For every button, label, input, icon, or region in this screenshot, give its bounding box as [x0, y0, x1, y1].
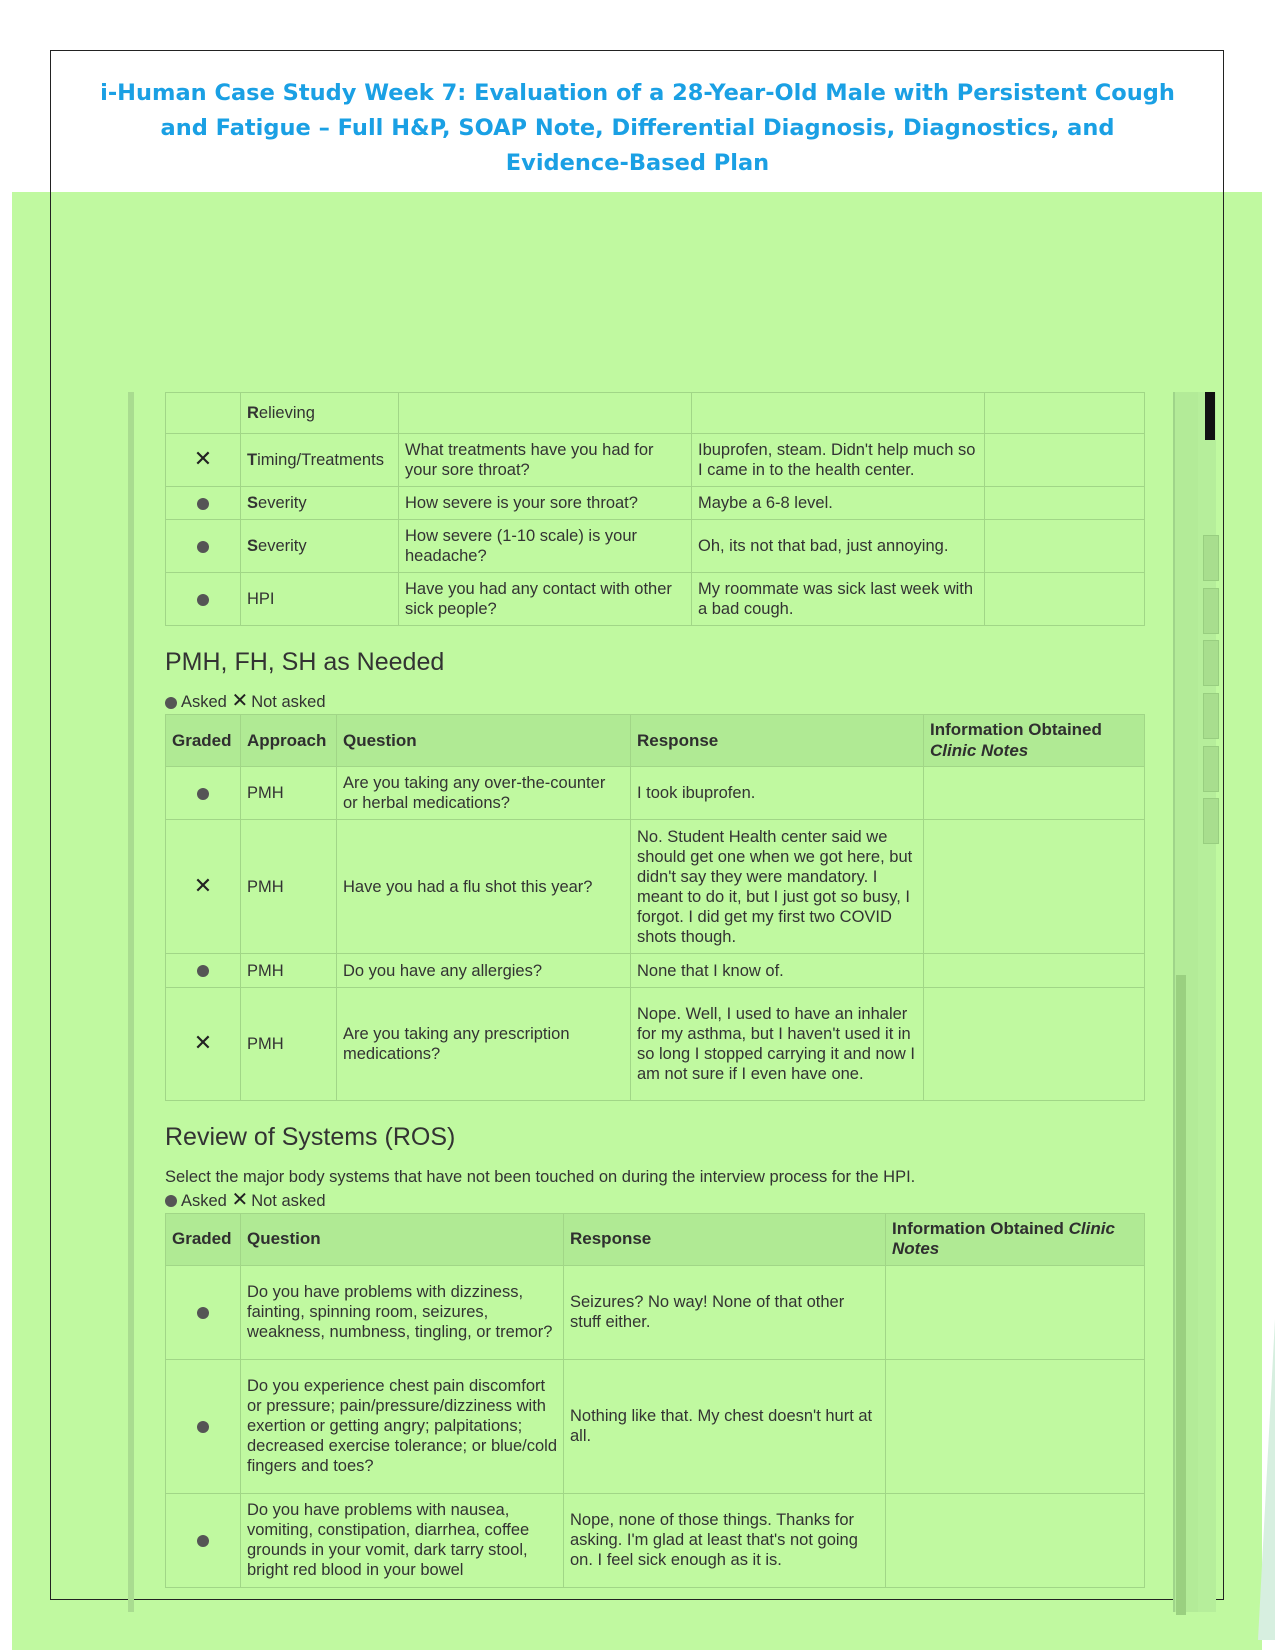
decorative-corner — [1258, 1300, 1275, 1640]
asked-icon — [197, 965, 209, 977]
scroll-marker — [1203, 588, 1219, 634]
response-cell: Nope, none of those things. Thanks for asking. I'm glad at least that's not going on. I feel sick enough as it is. — [564, 1493, 886, 1587]
asked-icon — [165, 1195, 177, 1207]
graded-cell — [166, 954, 241, 987]
ros-legend: Asked ✕ Not asked — [165, 1190, 1145, 1211]
notes-cell[interactable] — [985, 573, 1145, 626]
question-cell: Do you have problems with dizziness, fainting, spinning room, seizures, weakness, numbness, tingling, or tremor? — [241, 1265, 564, 1359]
question-cell: What treatments have you had for your sore throat? — [399, 434, 692, 487]
column-header-graded: Graded — [166, 715, 241, 767]
response-cell: Ibuprofen, steam. Didn't help much so I came in to the health center. — [692, 434, 985, 487]
not-asked-icon: ✕ — [231, 690, 249, 713]
question-cell: Do you have any allergies? — [337, 954, 631, 987]
graded-cell — [166, 573, 241, 626]
column-header-graded: Graded — [166, 1213, 241, 1265]
table-row — [166, 520, 1145, 573]
notes-cell[interactable] — [924, 767, 1145, 820]
scroll-marker — [1203, 640, 1219, 686]
approach-cell: HPI — [241, 573, 399, 626]
ros-heading: Review of Systems (ROS) — [165, 1122, 456, 1151]
notes-cell[interactable] — [924, 820, 1145, 954]
notes-cell[interactable] — [886, 1493, 1145, 1587]
graded-cell — [166, 393, 241, 434]
table-row — [166, 1265, 1145, 1359]
column-header-info: Information Obtained Clinic Notes — [924, 715, 1145, 767]
table-row — [166, 487, 1145, 520]
response-cell: Nothing like that. My chest doesn't hurt at all. — [564, 1359, 886, 1493]
response-cell: I took ibuprofen. — [631, 767, 924, 820]
table-row — [166, 820, 1145, 954]
notes-cell[interactable] — [886, 1359, 1145, 1493]
pmh-table — [165, 714, 1145, 1100]
graded-cell — [166, 987, 241, 1100]
question-cell: Do you have problems with nausea, vomiting, constipation, diarrhea, coffee grounds in your vomit, dark tarry stool, bright red blood in your bowel — [241, 1493, 564, 1587]
approach-cell: PMH — [241, 987, 337, 1100]
question-cell: Are you taking any prescription medications? — [337, 987, 631, 1100]
graded-cell — [166, 520, 241, 573]
response-cell: Nope. Well, I used to have an inhaler for my asthma, but I haven't used it in so long I stopped carrying it and now I am not sure if I even have one. — [631, 987, 924, 1100]
ros-intro: Select the major body systems that have not been touched on during the interview process for the HPI. — [165, 1167, 916, 1186]
table-row — [166, 987, 1145, 1100]
notes-cell[interactable] — [924, 987, 1145, 1100]
column-header-question: Question — [337, 715, 631, 767]
notes-cell[interactable] — [924, 954, 1145, 987]
asked-icon — [197, 498, 209, 510]
table-row — [166, 767, 1145, 820]
response-cell: Seizures? No way! None of that other stuff either. — [564, 1265, 886, 1359]
column-header-approach: Approach — [241, 715, 337, 767]
table-header-row — [166, 715, 1145, 767]
question-cell: Are you taking any over-the-counter or herbal medications? — [337, 767, 631, 820]
graded-cell — [166, 434, 241, 487]
notes-cell[interactable] — [985, 434, 1145, 487]
notes-cell[interactable] — [985, 520, 1145, 573]
not-asked-icon: ✕ — [193, 1029, 213, 1055]
approach-cell: PMH — [241, 767, 337, 820]
response-cell: My roommate was sick last week with a bad cough. — [692, 573, 985, 626]
response-cell: No. Student Health center said we should get one when we got here, but didn't say they were mandatory. I meant to do it, but I just got so busy, I forgot. I did get my first two COVID shots though. — [631, 820, 924, 954]
ros-table — [165, 1213, 1145, 1588]
left-panel-edge — [128, 392, 134, 1612]
graded-cell — [166, 1265, 241, 1359]
graded-cell — [166, 1493, 241, 1587]
hpi-table — [165, 392, 1145, 626]
approach-cell: Relieving — [241, 393, 399, 434]
case-content — [165, 392, 1145, 1588]
graded-cell — [166, 820, 241, 954]
approach-cell: PMH — [241, 954, 337, 987]
not-asked-icon: ✕ — [193, 872, 213, 898]
asked-icon — [165, 697, 177, 709]
question-cell — [399, 393, 692, 434]
not-asked-icon: ✕ — [193, 445, 213, 471]
question-cell: Do you experience chest pain discomfort or pressure; pain/pressure/dizziness with exertion or getting angry; palpitations; decreased exercise tolerance; or blue/cold fingers and toes? — [241, 1359, 564, 1493]
graded-cell — [166, 1359, 241, 1493]
column-header-response: Response — [564, 1213, 886, 1265]
asked-icon — [197, 1421, 209, 1433]
graded-cell — [166, 767, 241, 820]
asked-icon — [197, 594, 209, 606]
pmh-heading: PMH, FH, SH as Needed — [165, 648, 445, 677]
table-row — [166, 954, 1145, 987]
approach-cell: Severity — [241, 520, 399, 573]
asked-icon — [197, 788, 209, 800]
table-row — [166, 1493, 1145, 1587]
question-cell: How severe is your sore throat? — [399, 487, 692, 520]
table-row — [166, 573, 1145, 626]
approach-cell: Severity — [241, 487, 399, 520]
response-cell: None that I know of. — [631, 954, 924, 987]
not-asked-icon: ✕ — [231, 1188, 249, 1211]
asked-icon — [197, 1307, 209, 1319]
graded-cell — [166, 487, 241, 520]
notes-cell[interactable] — [985, 393, 1145, 434]
scroll-marker — [1203, 746, 1219, 792]
column-header-response: Response — [631, 715, 924, 767]
content-scrollbar-thumb[interactable] — [1176, 975, 1186, 1615]
pmh-legend: Asked ✕ Not asked — [165, 691, 1145, 712]
scroll-marker — [1203, 535, 1219, 581]
response-cell — [692, 393, 985, 434]
question-cell: How severe (1-10 scale) is your headache? — [399, 520, 692, 573]
page-scrollbar-thumb[interactable] — [1205, 392, 1215, 440]
question-cell: Have you had any contact with other sick people? — [399, 573, 692, 626]
notes-cell[interactable] — [985, 487, 1145, 520]
asked-icon — [197, 1535, 209, 1547]
scroll-marker — [1203, 693, 1219, 739]
response-cell: Oh, its not that bad, just annoying. — [692, 520, 985, 573]
response-cell: Maybe a 6-8 level. — [692, 487, 985, 520]
table-row — [166, 1359, 1145, 1493]
column-header-question: Question — [241, 1213, 564, 1265]
scroll-marker — [1203, 798, 1219, 844]
column-header-info: Information Obtained Clinic Notes — [886, 1213, 1145, 1265]
approach-cell: PMH — [241, 820, 337, 954]
approach-cell: Timing/Treatments — [241, 434, 399, 487]
table-header-row — [166, 1213, 1145, 1265]
asked-icon — [197, 541, 209, 553]
table-row — [166, 393, 1145, 434]
table-row — [166, 434, 1145, 487]
notes-cell[interactable] — [886, 1265, 1145, 1359]
document-title: i-Human Case Study Week 7: Evaluation of a 28-Year-Old Male with Persistent Cough and Fatigue – Full H&P, SOAP Note, Differential Diagnosis, Diagnostics, and Evidence-Based Plan — [100, 80, 1175, 176]
question-cell: Have you had a flu shot this year? — [337, 820, 631, 954]
